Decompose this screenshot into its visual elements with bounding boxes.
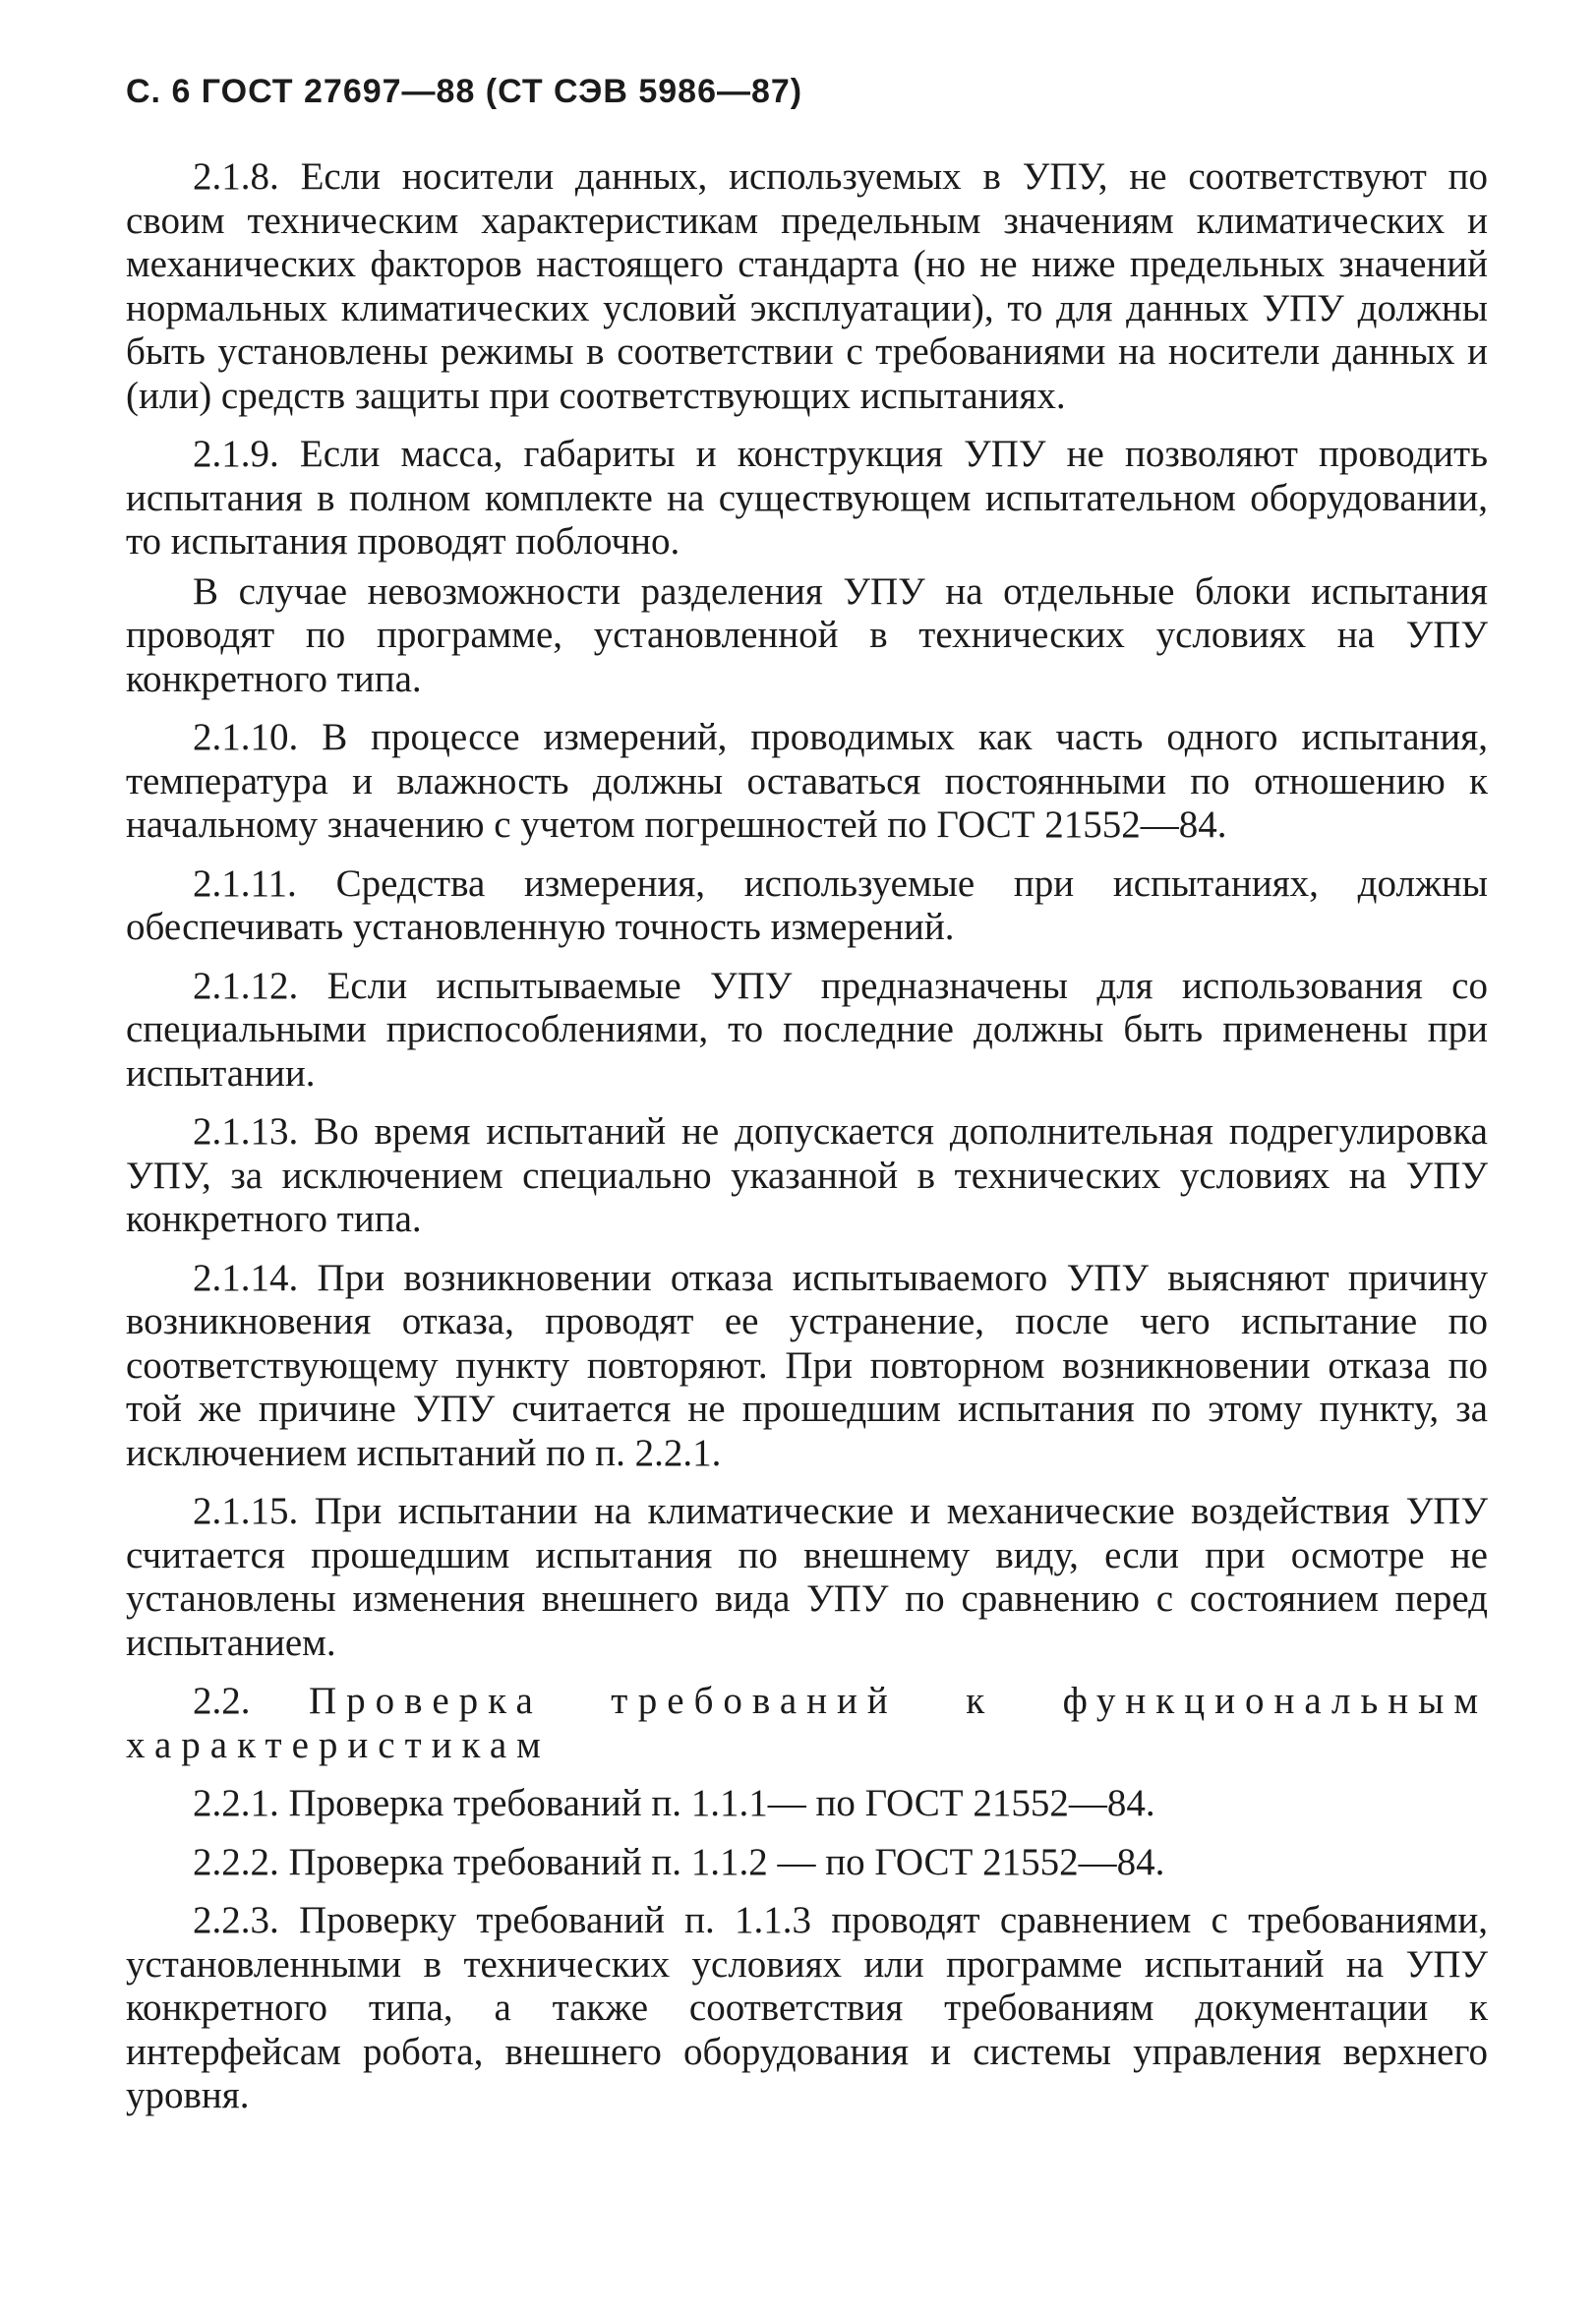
paragraph-2-1-9-continued: В случае невозможности разделения УПУ на отдельные блоки испытания проводят по программе, установленной в технических условиях на УПУ конкретного типа. bbox=[126, 569, 1488, 700]
paragraph-2-1-8: 2.1.8. Если носители данных, используемых в УПУ, не соответствуют по своим техническим характеристикам предельным значениям климатических и механических факторов настоящего стандарта (но не ниже предельных значений нормальных климатических условий эксплуатации), то для данных УПУ должны быть установлены режимы в соответствии с требованиями на носители данных и (или) средств защиты при соответствующих испытаниях. bbox=[126, 155, 1488, 417]
paragraph-2-1-14: 2.1.14. При возникновении отказа испытываемого УПУ выясняют причину возникновения отказа, проводят ее устранение, после чего испытание по соответствующему пункту повторяют. При повторном возникновении отказа по той же причине УПУ считается не прошедшим испытания по этому пункту, за исключением испытаний по п. 2.2.1. bbox=[126, 1256, 1488, 1474]
running-header: С. 6 ГОСТ 27697—88 (СТ СЭВ 5986—87) bbox=[126, 73, 803, 110]
paragraph-2-1-11: 2.1.11. Средства измерения, используемые при испытаниях, должны обеспечивать установленную точность измерений. bbox=[126, 861, 1488, 948]
paragraph-2-2-3: 2.2.3. Проверку требований п. 1.1.3 проводят сравнением с требованиями, установленными в технических условиях или программе испытаний на УПУ конкретного типа, а также соответствия требованиям документации к интерфейсам робота, внешнего оборудования и системы управления верхнего уровня. bbox=[126, 1899, 1488, 2116]
section-number: 2.2. bbox=[193, 1680, 251, 1722]
paragraph-2-1-9: 2.1.9. Если масса, габариты и конструкция УПУ не позволяют проводить испытания в полном комплекте на существующем испытательном оборудовании, то испытания проводят поблочно. bbox=[126, 433, 1488, 563]
paragraph-2-1-12: 2.1.12. Если испытываемые УПУ предназначены для использования со специальными приспособлениями, то последние должны быть применены при испытании. bbox=[126, 964, 1488, 1095]
paragraph-2-1-13: 2.1.13. Во время испытаний не допускается дополнительная подрегулировка УПУ, за исключением специально указанной в технических условиях на УПУ конкретного типа. bbox=[126, 1110, 1488, 1240]
paragraph-2-2-2: 2.2.2. Проверка требований п. 1.1.2 — по ГОСТ 21552—84. bbox=[193, 1840, 1165, 1883]
paragraph-2-1-15: 2.1.15. При испытании на климатические и механические воздействия УПУ считается прошедшим испытания по внешнему виду, если при осмотре не установлены изменения внешнего вида УПУ по сравнению с состоянием перед испытанием. bbox=[126, 1490, 1488, 1664]
section-heading-2-2 bbox=[126, 1680, 1488, 1767]
section-title: Проверка требований к функциональным характеристикам bbox=[126, 1680, 1488, 1766]
document-body bbox=[126, 155, 1488, 2124]
paragraph-2-2-1: 2.2.1. Проверка требований п. 1.1.1— по ГОСТ 21552—84. bbox=[193, 1782, 1155, 1824]
paragraph-2-1-10: 2.1.10. В процессе измерений, проводимых как часть одного испытания, температура и влажность должны оставаться постоянными по отношению к начальному значению с учетом погрешностей по ГОСТ 21552—84. bbox=[126, 716, 1488, 846]
